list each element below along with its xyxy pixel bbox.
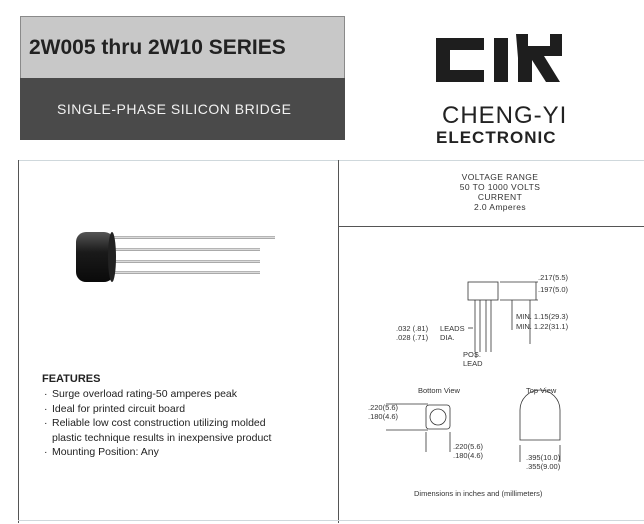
dim-220b: .220(5.6) bbox=[453, 442, 484, 451]
feature-item: · Ideal for printed circuit board bbox=[44, 402, 186, 415]
current-label: CURRENT bbox=[477, 192, 523, 202]
dimensions-caption: Dimensions in inches and (millimeters) bbox=[414, 489, 543, 498]
bottom-divider bbox=[18, 520, 644, 521]
company-logo bbox=[420, 30, 590, 150]
feature-item: · Mounting Position: Any bbox=[44, 446, 159, 458]
bottom-view-label: Bottom View bbox=[418, 386, 460, 395]
dim-355: .355(9.00) bbox=[526, 462, 561, 471]
dim-217: .217(5.5) bbox=[538, 273, 569, 282]
dim-197: .197(5.0) bbox=[538, 285, 569, 294]
dimension-drawing bbox=[340, 240, 640, 510]
cy-logo-icon bbox=[432, 30, 572, 90]
dim-min115: MIN. 1.15(29.3) bbox=[516, 312, 569, 321]
feature-item: plastic technique results in inexpensive product bbox=[52, 431, 272, 444]
dia-label: DIA. bbox=[440, 333, 455, 342]
dim-028: .028 (.71) bbox=[396, 333, 429, 342]
series-subtitle: SINGLE-PHASE SILICON BRIDGE bbox=[20, 78, 345, 140]
title-block bbox=[20, 16, 345, 140]
features-heading: FEATURES bbox=[42, 373, 101, 385]
pos-label: POS. bbox=[463, 350, 481, 359]
dim-min122: MIN. 1.22(31.1) bbox=[516, 322, 569, 331]
dim-395: .395(10.0) bbox=[526, 453, 561, 462]
leads-label: LEADS bbox=[440, 324, 465, 333]
spec-block bbox=[380, 172, 620, 212]
dim-032: .032 (.81) bbox=[396, 324, 429, 333]
current-value: 2.0 Amperes bbox=[473, 202, 527, 212]
feature-item: · Reliable low cost construction utilizing molded bbox=[44, 417, 266, 429]
voltage-range-value: 50 TO 1000 VOLTS bbox=[459, 182, 541, 192]
center-divider bbox=[338, 160, 339, 523]
left-divider bbox=[18, 160, 19, 523]
dim-180b: .180(4.6) bbox=[453, 451, 484, 460]
dim-180a: .180(4.6) bbox=[368, 412, 399, 421]
lead-label: LEAD bbox=[463, 359, 483, 368]
company-name: CHENG-YI bbox=[442, 102, 568, 129]
feature-item: · Surge overload rating-50 amperes peak bbox=[44, 388, 238, 400]
series-title: 2W005 thru 2W10 SERIES bbox=[20, 16, 345, 78]
dim-220a: .220(5.6) bbox=[368, 403, 399, 412]
company-subtitle: ELECTRONIC bbox=[436, 128, 557, 147]
component-image bbox=[70, 228, 280, 288]
voltage-range-label: VOLTAGE RANGE bbox=[461, 172, 539, 182]
features-section bbox=[42, 373, 271, 460]
spec-divider bbox=[338, 226, 644, 227]
top-view-label: Top View bbox=[526, 386, 557, 395]
